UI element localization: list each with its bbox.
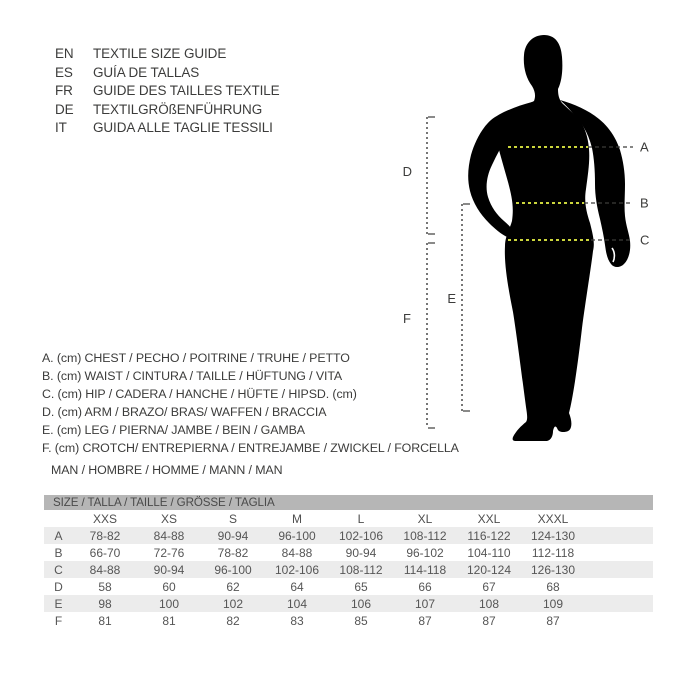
row-label: B (54, 545, 63, 560)
language-code: ES (55, 64, 73, 80)
size-value-cell: 58 (98, 579, 112, 594)
size-value-cell: 96-100 (214, 562, 252, 577)
size-value-cell: 90-94 (345, 545, 377, 560)
size-value-cell: 96-100 (278, 528, 316, 543)
size-value-cell: 120-124 (466, 562, 512, 577)
size-header-row (44, 510, 653, 527)
corner-cell (44, 510, 73, 527)
size-value-cell: 72-76 (153, 545, 185, 560)
size-value-cell: 90-94 (153, 562, 185, 577)
filler-cell (585, 527, 653, 544)
size-value-cell: 102 (222, 596, 244, 611)
size-value-cell: 126-130 (530, 562, 576, 577)
size-value-cell: 116-122 (467, 528, 511, 543)
row-label: D (54, 579, 63, 594)
size-column-header: XS (160, 511, 177, 526)
size-value-cell: 64 (290, 579, 304, 594)
size-value-cell: 65 (354, 579, 368, 594)
size-table (44, 495, 653, 629)
size-value-cell: 98 (98, 596, 112, 611)
table-row (44, 578, 653, 595)
gender-heading: MAN / HOMBRE / HOMME / MANN / MAN (51, 463, 283, 477)
table-row (44, 561, 653, 578)
man-silhouette-body (493, 35, 594, 441)
filler-cell (585, 510, 653, 527)
measurement-legend-line: F. (cm) CROTCH/ ENTREPIERNA / ENTREJAMBE / ZWICKEL / FORCELLA (42, 441, 459, 456)
size-value-cell: 104 (286, 596, 308, 611)
size-table-title: SIZE / TALLA / TAILLE / GRÖSSE / TAGLIA (44, 495, 653, 510)
filler-cell (585, 544, 653, 561)
size-value-cell: 84-88 (281, 545, 313, 560)
size-value-cell: 68 (546, 579, 560, 594)
measurement-legend-line: C. (cm) HIP / CADERA / HANCHE / HÜFTE / HIPSD. (cm) (42, 387, 357, 402)
size-value-cell: 102-106 (338, 528, 384, 543)
size-value-cell: 90-94 (217, 528, 249, 543)
size-value-cell: 66 (418, 579, 432, 594)
size-value-cell: 82 (226, 613, 240, 628)
size-value-cell: 62 (226, 579, 240, 594)
row-label: F (54, 613, 63, 628)
size-value-cell: 60 (162, 579, 176, 594)
filler-cell (585, 561, 653, 578)
language-code: EN (55, 46, 74, 61)
row-label: C (54, 562, 63, 577)
size-value-cell: 108 (478, 596, 500, 611)
language-title: TEXTILGRÖßENFÜHRUNG (93, 101, 263, 117)
measurement-legend (42, 349, 459, 458)
size-column-header: XXXL (537, 511, 569, 526)
measurement-legend-line: E. (cm) LEG / PIERNA/ JAMBE / BEIN / GAMBA (42, 423, 305, 438)
size-value-cell: 84-88 (89, 562, 121, 577)
size-value-cell: 85 (354, 613, 368, 628)
filler-cell (585, 578, 653, 595)
size-value-cell: 114-118 (403, 562, 447, 577)
filler-cell (585, 612, 653, 629)
table-row (44, 544, 653, 561)
table-row (44, 527, 653, 544)
size-table-body (44, 527, 653, 629)
measurement-legend-line: A. (cm) CHEST / PECHO / POITRINE / TRUHE / PETTO (42, 351, 350, 365)
size-value-cell: 87 (546, 613, 560, 628)
size-column-header: XL (417, 511, 433, 526)
table-row (44, 612, 653, 629)
size-value-cell: 81 (162, 613, 176, 628)
size-value-cell: 67 (482, 579, 496, 594)
size-value-cell: 108-112 (403, 528, 447, 543)
size-value-cell: 106 (350, 596, 372, 611)
size-column-header: M (292, 511, 302, 526)
language-code: DE (55, 101, 74, 117)
row-label: E (54, 596, 63, 611)
measurement-legend-line: D. (cm) ARM / BRAZO/ BRAS/ WAFFEN / BRACCIA (42, 405, 327, 420)
size-value-cell: 102-106 (274, 562, 320, 577)
crotch-line-label: F (403, 311, 411, 326)
filler-cell (585, 595, 653, 612)
size-column-header: L (357, 511, 365, 526)
size-value-cell: 84-88 (153, 528, 185, 543)
size-value-cell: 100 (158, 596, 180, 611)
size-value-cell: 81 (98, 613, 112, 628)
size-value-cell: 107 (414, 596, 436, 611)
language-title: GUÍA DE TALLAS (93, 64, 200, 80)
waist-line-label: B (640, 195, 649, 211)
arm-line (403, 117, 435, 234)
language-title: GUIDE DES TAILLES TEXTILE (93, 83, 280, 99)
size-value-cell: 66-70 (89, 545, 121, 560)
size-column-header: XXL (477, 511, 501, 526)
leg-line-label: E (447, 291, 456, 306)
size-value-cell: 78-82 (217, 545, 249, 560)
size-value-cell: 83 (290, 613, 304, 628)
table-row (44, 595, 653, 612)
size-value-cell: 108-112 (339, 562, 383, 577)
language-title: GUIDA ALLE TAGLIE TESSILI (93, 120, 273, 136)
size-value-cell: 96-102 (406, 545, 444, 560)
size-column-header: S (228, 511, 237, 526)
arm-line-label: D (402, 164, 412, 179)
size-value-cell: 78-82 (89, 528, 121, 543)
size-value-cell: 104-110 (467, 545, 511, 560)
hip-line-label: C (640, 232, 650, 248)
chest-line-label: A (640, 139, 649, 155)
size-table-grid (44, 510, 653, 629)
size-value-cell: 112-118 (531, 545, 575, 560)
size-value-cell: 124-130 (530, 528, 576, 543)
size-value-cell: 87 (418, 613, 432, 628)
size-value-cell: 87 (482, 613, 496, 628)
size-value-cell: 109 (542, 596, 564, 611)
row-label: A (54, 528, 63, 543)
language-code: IT (55, 120, 67, 136)
size-column-header: XXS (92, 511, 117, 526)
language-code: FR (55, 83, 73, 99)
language-title: TEXTILE SIZE GUIDE (93, 46, 227, 61)
measurement-legend-line: B. (cm) WAIST / CINTURA / TAILLE / HÜFTUNG / VITA (42, 369, 343, 384)
